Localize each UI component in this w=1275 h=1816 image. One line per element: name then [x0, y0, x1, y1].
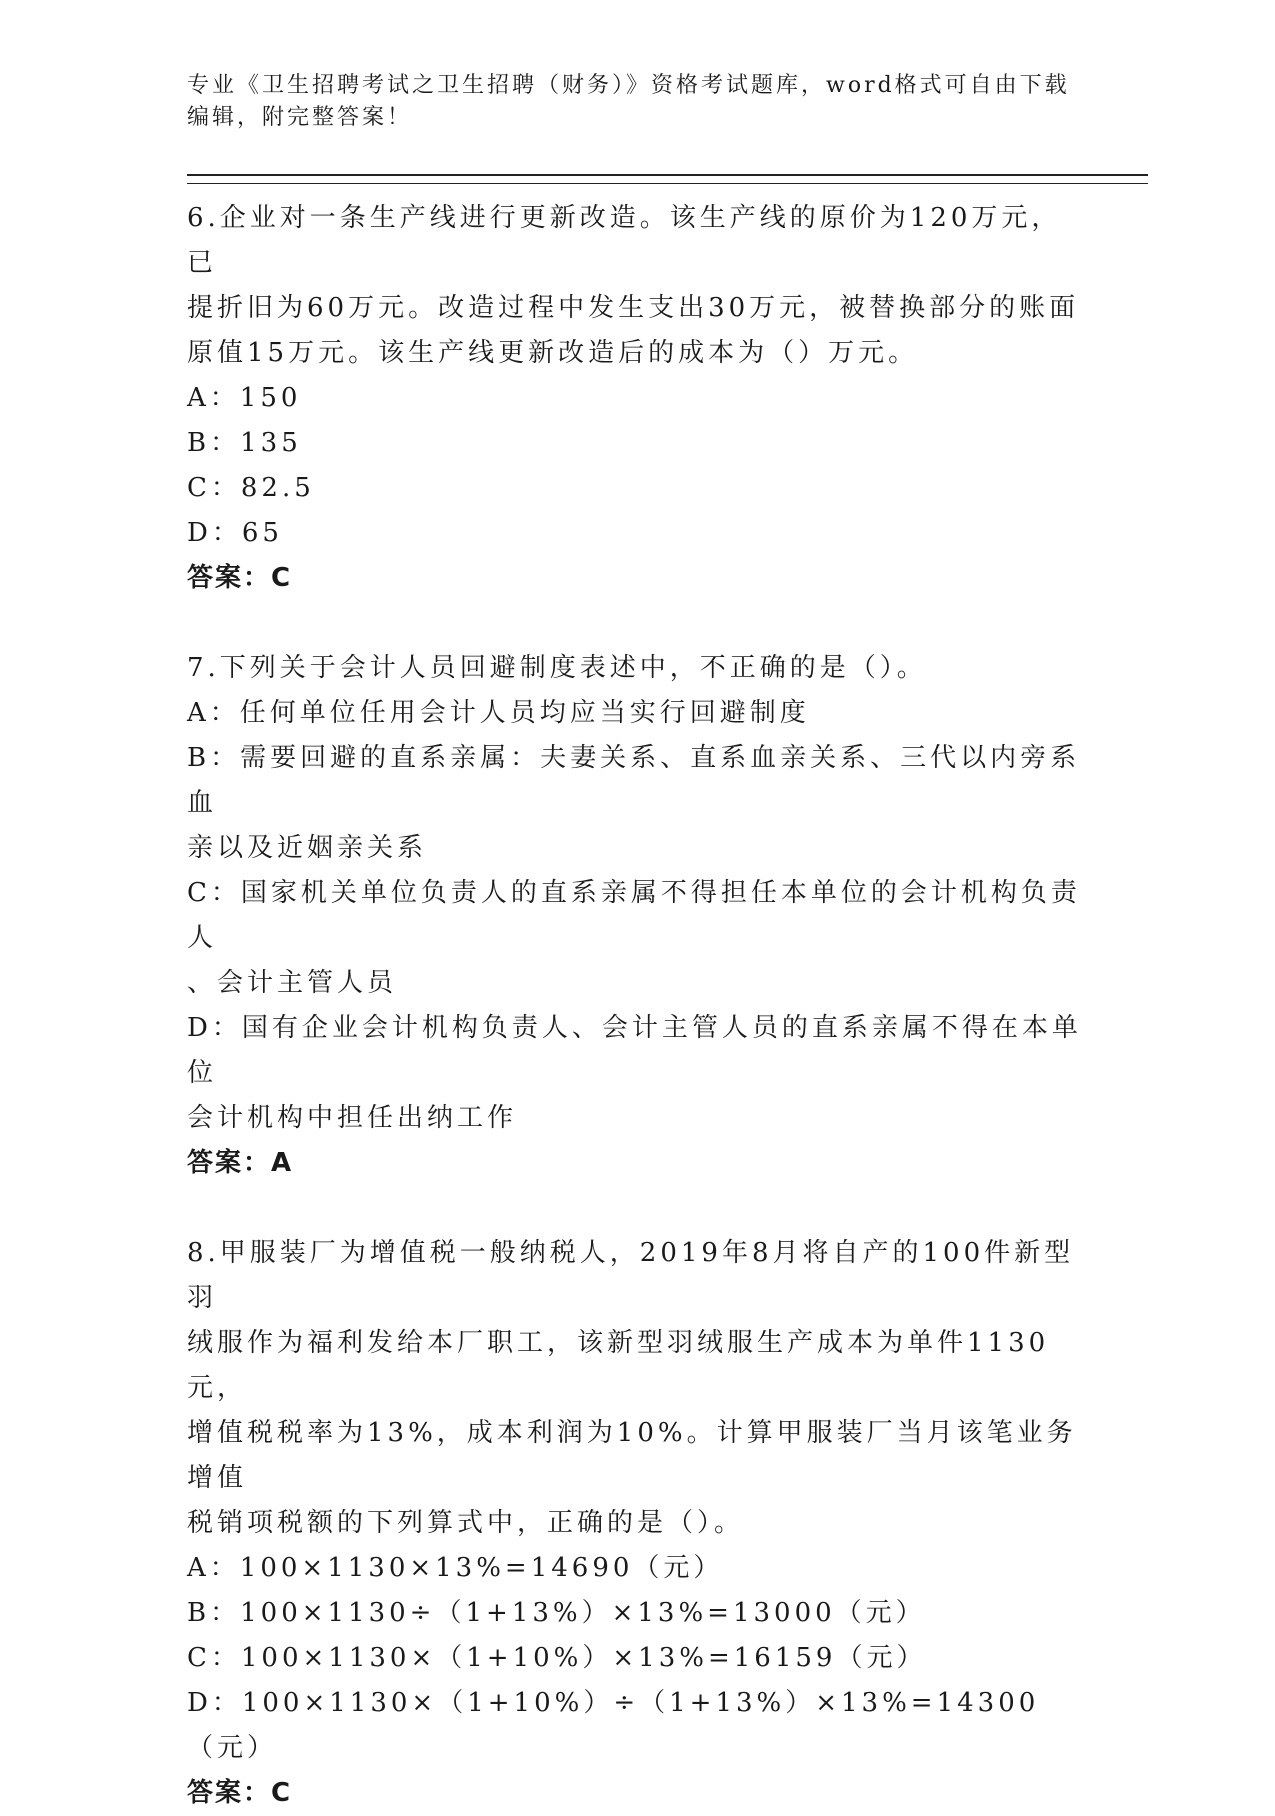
option-c-cont: 、会计主管人员: [187, 968, 398, 998]
question-stem-line: 税销项税额的下列算式中，正确的是（）。: [187, 1508, 745, 1538]
header-line-2: 编辑，附完整答案！: [187, 105, 413, 130]
question-stem-line: 增值税税率为13%，成本利润为10%。计算甲服装厂当月该笔业务增值: [187, 1418, 1077, 1493]
option-b-cont: 亲以及近姻亲关系: [187, 833, 428, 863]
answer: 答案：A: [187, 1148, 294, 1178]
question-stem-line: 原值15万元。该生产线更新改造后的成本为（）万元。: [187, 338, 919, 368]
question-stem-line: 7.下列关于会计人员回避制度表述中，不正确的是（）。: [187, 653, 927, 683]
option-a: A：150: [187, 383, 302, 413]
document-page: [187, 70, 1087, 1816]
header-divider: [187, 174, 1148, 184]
option-d: D：65: [187, 518, 283, 548]
question-stem-line: 6.企业对一条生产线进行更新改造。该生产线的原价为120万元，已: [187, 203, 1062, 278]
question-7: [187, 646, 1087, 1186]
question-stem-line: 提折旧为60万元。改造过程中发生支出30万元，被替换部分的账面: [187, 293, 1080, 323]
option-c: C：国家机关单位负责人的直系亲属不得担任本单位的会计机构负责人: [187, 878, 1081, 953]
answer: 答案：C: [187, 563, 293, 593]
option-a: A：100×1130×13%=14690（元）: [187, 1553, 724, 1583]
question-6: [187, 196, 1087, 601]
option-b: B：需要回避的直系亲属：夫妻关系、直系血亲关系、三代以内旁系血: [187, 743, 1081, 818]
option-d: D：100×1130×（1+10%）÷（1+13%）×13%=14300（元）: [187, 1688, 1040, 1763]
option-a: A：任何单位任用会计人员均应当实行回避制度: [187, 698, 810, 728]
option-c: C：100×1130×（1+10%）×13%=16159（元）: [187, 1643, 927, 1673]
option-b: B：135: [187, 428, 302, 458]
spacer: [187, 601, 1087, 646]
question-stem-line: 8.甲服装厂为增值税一般纳税人，2019年8月将自产的100件新型羽: [187, 1238, 1075, 1313]
question-8: [187, 1231, 1087, 1816]
question-stem-line: 绒服作为福利发给本厂职工，该新型羽绒服生产成本为单件1130元，: [187, 1328, 1050, 1403]
option-c: C：82.5: [187, 473, 315, 503]
option-d: D：国有企业会计机构负责人、会计主管人员的直系亲属不得在本单位: [187, 1013, 1082, 1088]
option-d-cont: 会计机构中担任出纳工作: [187, 1103, 518, 1133]
header-line-1: 专业《卫生招聘考试之卫生招聘（财务）》资格考试题库，word格式可自由下载: [187, 73, 1070, 98]
spacer: [187, 1186, 1087, 1231]
option-b: B：100×1130÷（1+13%）×13%=13000（元）: [187, 1598, 926, 1628]
answer: 答案：C: [187, 1778, 293, 1808]
